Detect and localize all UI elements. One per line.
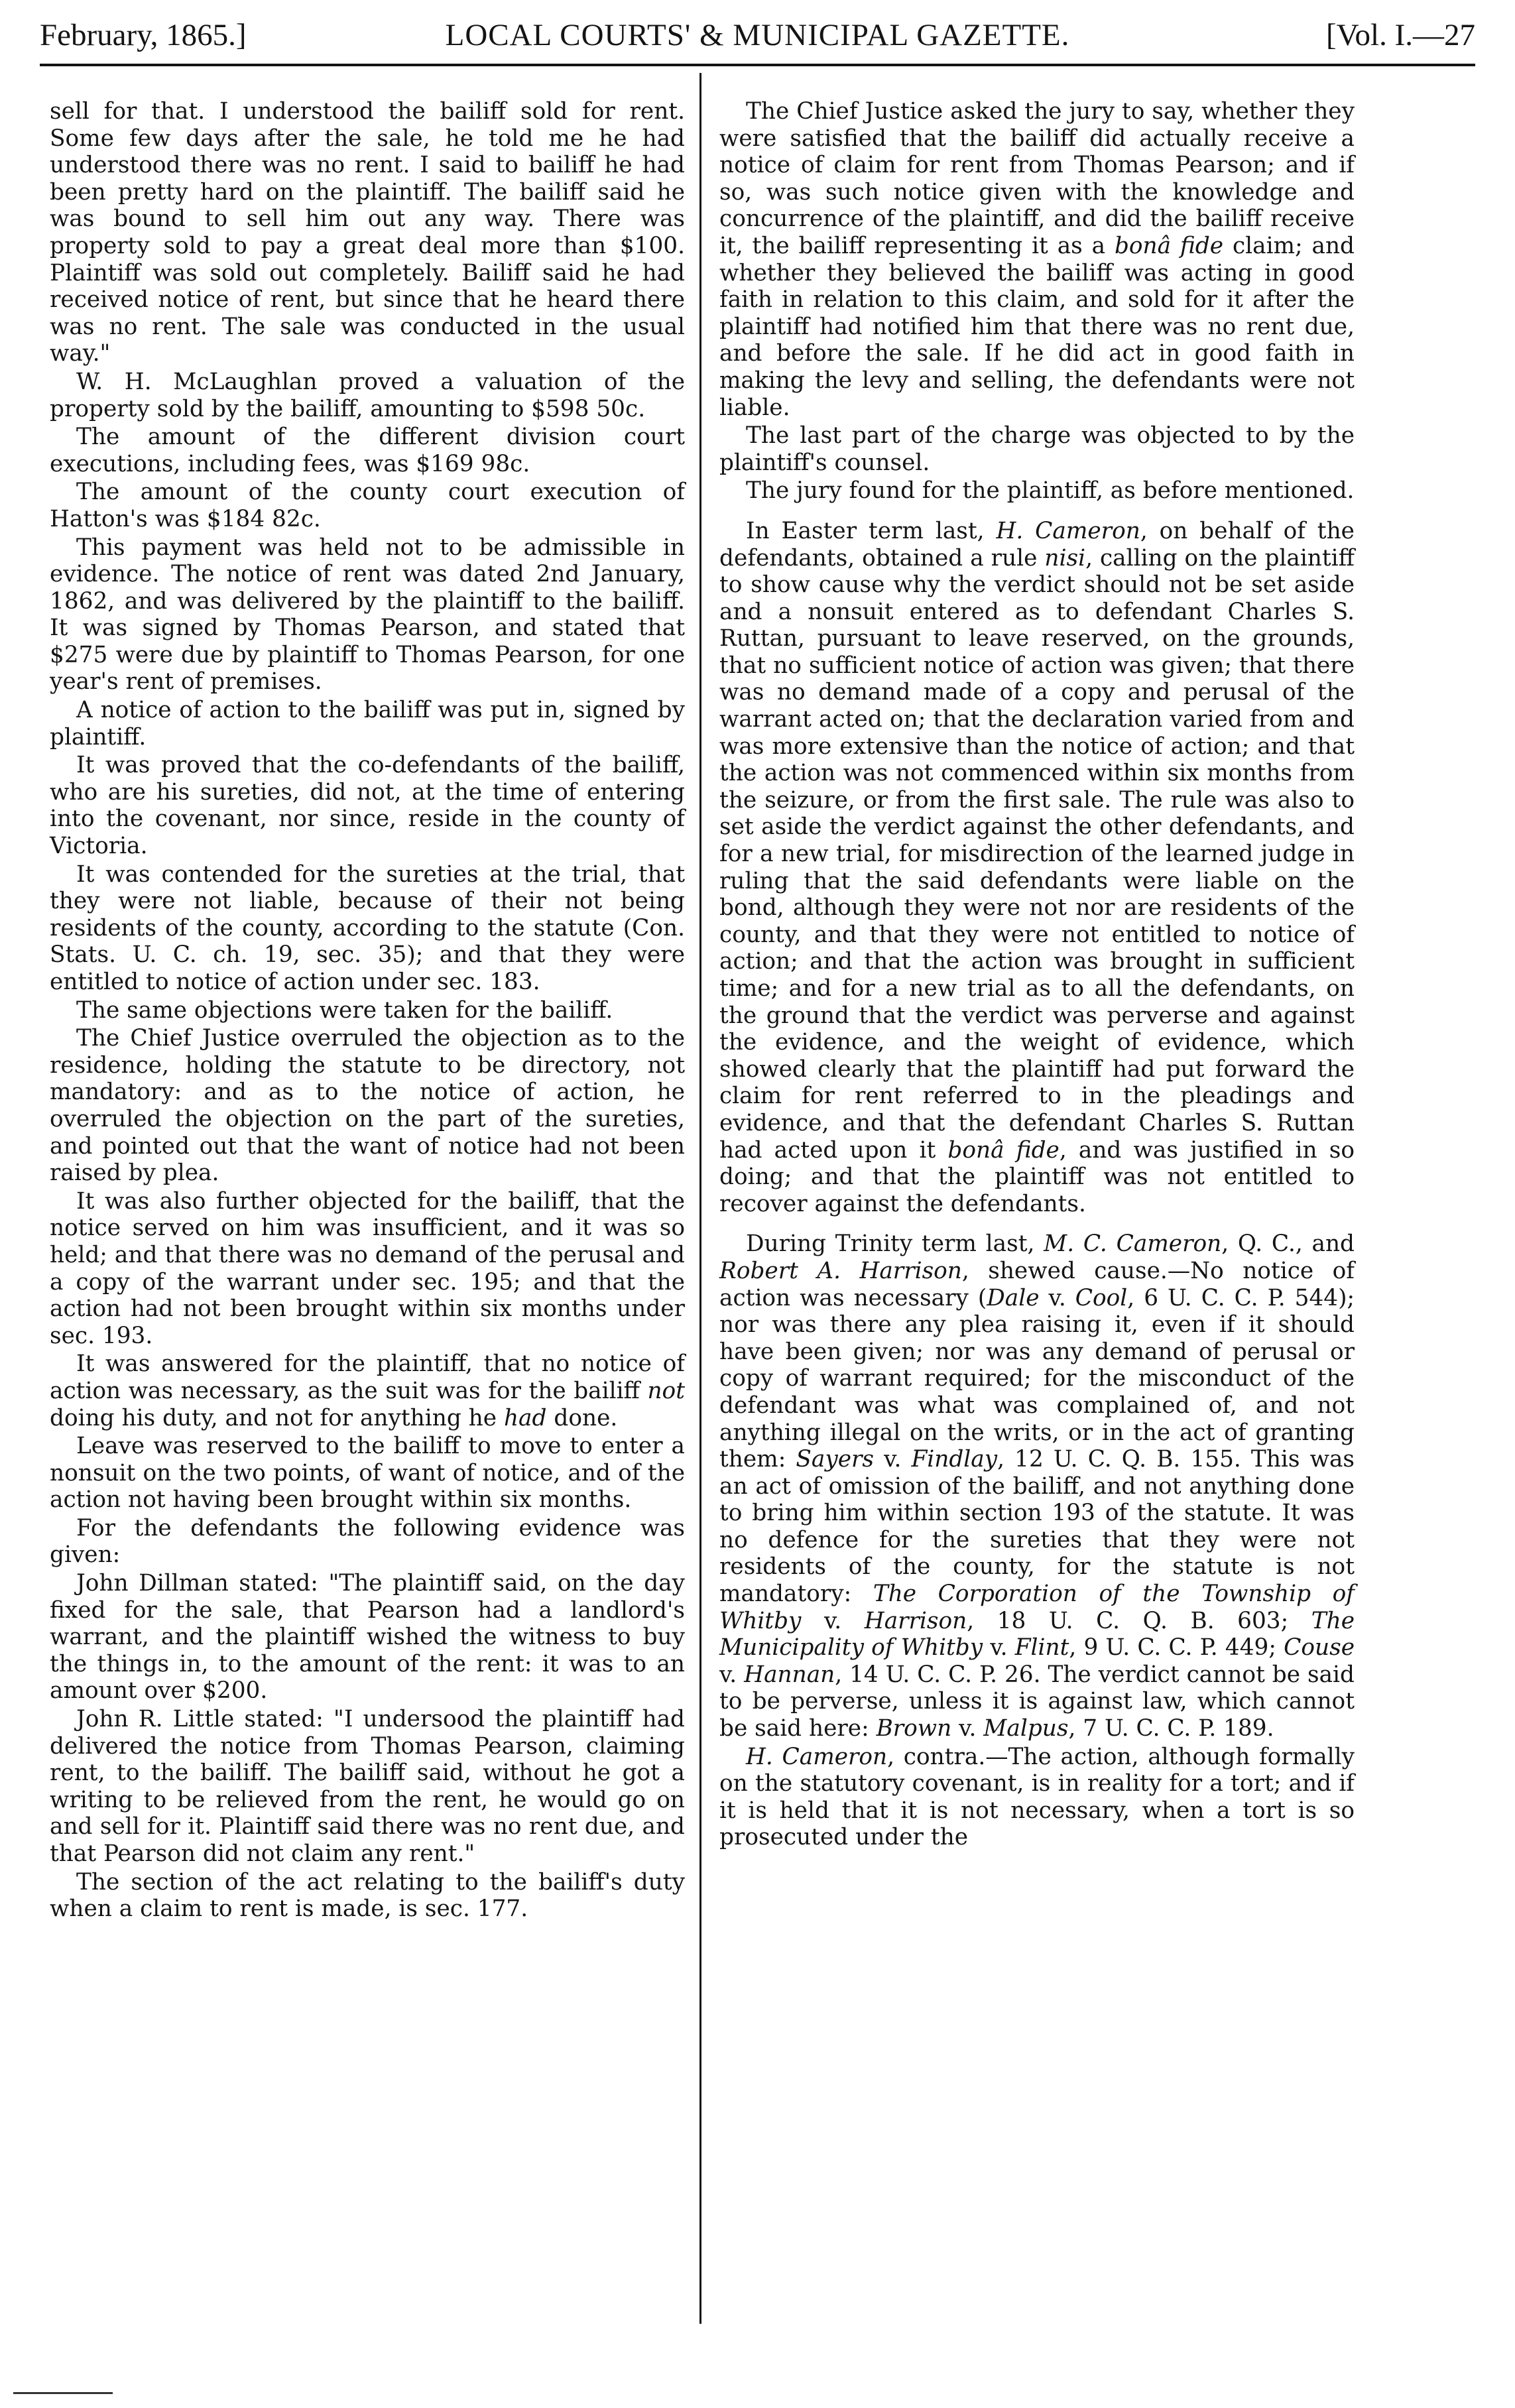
text-run: v.: [1039, 1284, 1075, 1311]
text-run: , 9 U. C. C. P. 449;: [1069, 1634, 1284, 1661]
text-run: , 7 U. C. C. P. 189.: [1068, 1715, 1274, 1742]
paragraph: John Dillman stated: "The plaintiff said, on the day fixed for the sale, that Pearson had a landlord's warrant, and the plaintiff wished the witness to buy the things in, to the amount of the rent: it was to an amount over $200.: [50, 1570, 685, 1705]
italic-text: not: [647, 1377, 685, 1404]
text-run: , on behalf of the defendants, obtained a rule: [719, 517, 1355, 572]
italic-text: H. Cameron: [746, 1743, 888, 1770]
italic-text: bonâ fide: [947, 1136, 1060, 1164]
text-run: doing his duty, and not for anything he: [50, 1404, 504, 1431]
paragraph: [719, 1231, 1355, 1742]
italic-text: Harrison: [864, 1607, 967, 1634]
paragraph: [50, 1351, 685, 1431]
text-run: v.: [951, 1715, 984, 1742]
header-title: LOCAL COURTS' & MUNICIPAL GAZETTE.: [445, 18, 1070, 52]
paragraph: [719, 518, 1355, 1217]
text-run: , 6 U. C. C. P. 544); nor was there any plea raising it, even if it should have been given; nor was any demand of perusal or copy of warrant required; for the misconduct of the defendant was what was complained of, and not anything illegal on the writs, or in the act of granting them:: [719, 1284, 1355, 1473]
paragraph: This payment was held not to be admissible in evidence. The notice of rent was dated 2nd January, 1862, and was delivered by the plaintiff to the bailiff. It was signed by Thomas Pearson, and stated that $275 were due by plaintiff to Thomas Pearson, for one year's rent of premises.: [50, 534, 685, 695]
text-run: , calling on the plaintiff to show cause why the verdict should not be set aside and a nonsuit entered as to defendant Charles S. Ruttan, pursuant to leave reserved, on the grounds, that no sufficient notice of action was given; that there was no demand made of a copy and perusal of the warrant acted on; that the declaration varied from and was more extensive than the notice of action; and that the action was not commenced within six months from the seizure, or from the first sale. The rule was also to set aside the verdict against the other defendants, and for a new trial, for misdirection of the learned judge in ruling that the said defendants were liable on the bond, although they were not nor are residents of the county, and that they were not entitled to notice of action; and that the action was brought in sufficient time; and for a new trial as to all the defendants, on the ground that the verdict was perverse and against the evidence, and the weight of evidence, which showed clearly that the plaintiff had put forward the claim for rent referred to in the pleadings and evidence, and that the defendant Charles S. Ruttan had acted upon it: [719, 544, 1355, 1164]
text-run: done.: [546, 1404, 618, 1431]
paragraph: The same objections were taken for the bailiff.: [76, 996, 613, 1024]
paragraph: It was also further objected for the bailiff, that the notice served on him was insufficient, and it was so held; and that there was no demand of the perusal and a copy of the warrant under sec. 195; and that the action had not been brought within six months under sec. 193.: [50, 1187, 685, 1349]
italic-text: Flint: [1014, 1634, 1069, 1661]
paragraph: A notice of action to the bailiff was put in, signed by plaintiff.: [50, 697, 685, 751]
right-column: [719, 98, 1355, 1852]
text-run: , contra.—The action, although formally on the statutory covenant, is in reality for a tort; and if it is held that it is not necessary, when a tort is so prosecuted under the: [719, 1743, 1355, 1851]
text-run: , and was justified in so doing; and that the plaintiff was not entitled to recover against the defendants.: [719, 1136, 1355, 1217]
paragraph: The amount of the county court execution of Hatton's was $184 82c.: [50, 479, 685, 532]
paragraph: The section of the act relating to the bailiff's duty when a claim to rent is made, is sec. 177.: [50, 1868, 685, 1923]
text-run: During Trinity term last,: [746, 1231, 1044, 1258]
text-run: v.: [874, 1446, 912, 1473]
paragraph: Leave was reserved to the bailiff to move to enter a nonsuit on the two points, of want of notice, and of the action not having been brought within six months.: [50, 1433, 685, 1514]
italic-text: Dale: [987, 1284, 1040, 1311]
paragraph: The amount of the different division court executions, including fees, was $169 98c.: [50, 424, 685, 477]
footer-rule: [13, 2392, 113, 2394]
text-run: , Q. C., and: [1221, 1231, 1355, 1258]
paragraph: The Chief Justice overruled the objection as to the residence, holding the statute to be directory, not mandatory: and as to the notice of action, he overruled the objection on the part of the sureties, and pointed out that the want of notice had not been raised by plea.: [50, 1025, 685, 1187]
italic-text: Robert A. Harrison: [719, 1257, 962, 1284]
italic-text: H. Cameron: [996, 517, 1140, 544]
italic-text: had: [503, 1404, 547, 1431]
italic-text: bonâ fide: [1114, 232, 1224, 259]
italic-text: Brown: [876, 1715, 952, 1742]
paragraph: It was contended for the sureties at the trial, that they were not liable, because of their not being residents of the county, according to the statute (Con. Stats. U. C. ch. 19, sec. 35); and that they were entitled to notice of action under sec. 183.: [50, 861, 685, 995]
text-run: v.: [719, 1661, 745, 1688]
left-column: [50, 98, 685, 1924]
paragraph: For the defendants the following evidence was given:: [50, 1514, 685, 1569]
text-run: , shewed cause.—No notice of action was necessary (: [719, 1257, 1355, 1311]
italic-text: The Municipality of Whitby: [719, 1607, 1355, 1661]
italic-text: Couse: [1284, 1634, 1355, 1661]
text-run: , 12 U. C. Q. B. 155. This was an act of omission of the bailiff, and not anything done to bring him within section 193 of the statute. It was no defence for the sureties that they were not residents of the county, for the statute is not mandatory:: [719, 1446, 1355, 1608]
text-run: , 14 U. C. C. P. 26. The verdict cannot be said to be perverse, unless it is against law, which cannot be said here:: [719, 1661, 1355, 1742]
italic-text: Malpus: [983, 1715, 1069, 1742]
text-run: It was answered for the plaintiff, that no notice of action was necessary, as the suit was for the bailiff: [50, 1351, 685, 1404]
text-run: The Chief Justice asked the jury to say, whether they were satisfied that the bailiff did actually receive a notice of claim for rent from Thomas Pearson; and if so, was such notice given with the knowledge and concurrence of the plaintiff, and did the bailiff receive it, the bailiff representing it as a: [719, 98, 1355, 259]
italic-text: Hannan: [744, 1661, 835, 1688]
header-date: February, 1865.]: [40, 18, 247, 52]
text-run: In Easter term last,: [746, 517, 997, 544]
italic-text: Findlay: [911, 1446, 998, 1473]
italic-text: The Corporation of the Township of Whitby: [719, 1581, 1355, 1634]
paragraph: The last part of the charge was objected to by the plaintiff's counsel.: [719, 422, 1355, 476]
paragraph: W. H. McLaughlan proved a valuation of the property sold by the bailiff, amounting to $598 50c.: [50, 368, 685, 422]
text-run: v.: [983, 1634, 1015, 1661]
italic-text: Cool: [1075, 1284, 1128, 1311]
paragraph: John R. Little stated: "I undersood the plaintiff had delivered the notice from Thomas Pearson, claiming rent, to the bailiff. The bailiff said, without he got a writing to be relieved from the rent, he would go on and sell for it. Plaintiff said there was no rent due, and that Pearson did not claim any rent.": [50, 1706, 685, 1867]
italic-text: nisi: [1044, 544, 1086, 572]
italic-text: Sayers: [796, 1446, 875, 1473]
paragraph: [719, 98, 1355, 421]
header-rule: [40, 64, 1475, 66]
text-run: , 18 U. C. Q. B. 603;: [967, 1607, 1311, 1634]
header-volume: [Vol. I.—27: [1326, 18, 1475, 52]
running-header: [40, 12, 1475, 58]
paragraph: It was proved that the co-defendants of the bailiff, who are his sureties, did not, at the time of entering into the covenant, nor since, reside in the county of Victoria.: [50, 752, 685, 860]
text-run: claim; and whether they believed the bailiff was acting in good faith in relation to this claim, and sold for it after the plaintiff had notified him that there was no rent due, and before the sale. If he did act in good faith in making the levy and selling, the defendants were not liable.: [719, 232, 1355, 421]
paragraph: [719, 1744, 1355, 1851]
italic-text: M. C. Cameron: [1044, 1231, 1222, 1258]
column-divider: [699, 73, 701, 2324]
paragraph: sell for that. I understood the bailiff sold for rent. Some few days after the sale, he told me he had understood there was no rent. I said to bailiff he had been pretty hard on the plaintiff. The bailiff said he was bound to sell him out any way. There was property sold to pay a great deal more than $100. Plaintiff was sold out completely. Bailiff said he had received notice of rent, but since that he heard there was no rent. The sale was conducted in the usual way.": [50, 98, 685, 367]
text-run: v.: [801, 1607, 865, 1634]
paragraph: The jury found for the plaintiff, as before mentioned.: [746, 477, 1355, 505]
